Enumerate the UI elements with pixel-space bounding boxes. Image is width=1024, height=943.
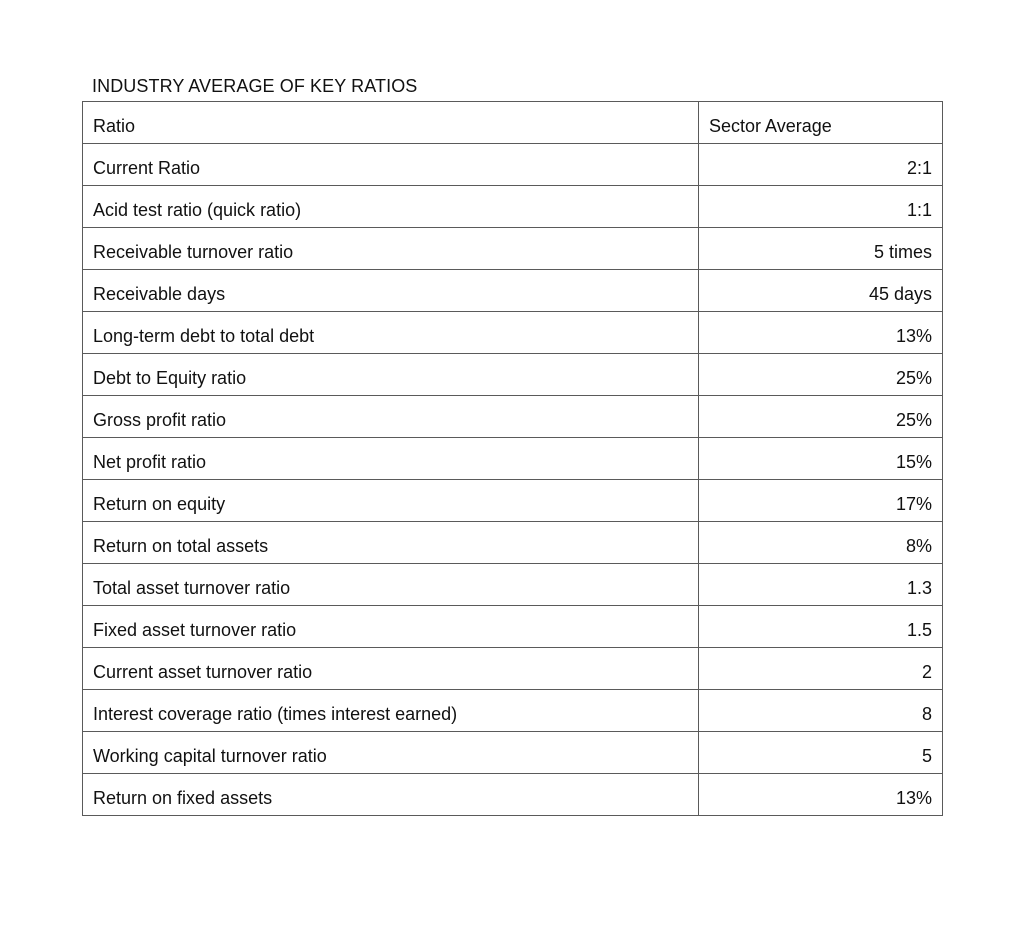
sector-average-value: 1:1: [699, 186, 943, 228]
ratio-name: Interest coverage ratio (times interest earned): [83, 690, 699, 732]
table-row: [83, 732, 943, 774]
ratio-name: Return on total assets: [83, 522, 699, 564]
sector-average-value: 15%: [699, 438, 943, 480]
sector-average-value: 8%: [699, 522, 943, 564]
sector-average-value: 5: [699, 732, 943, 774]
ratio-name: Current Ratio: [83, 144, 699, 186]
sector-average-value: 8: [699, 690, 943, 732]
table-row: [83, 312, 943, 354]
ratio-name: Net profit ratio: [83, 438, 699, 480]
table-row: [83, 270, 943, 312]
ratio-name: Return on fixed assets: [83, 774, 699, 816]
sector-average-value: 5 times: [699, 228, 943, 270]
sector-average-value: 45 days: [699, 270, 943, 312]
ratios-table: [82, 101, 943, 816]
sector-average-value: 2: [699, 648, 943, 690]
sector-average-value: 25%: [699, 354, 943, 396]
table-row: [83, 438, 943, 480]
table-row: [83, 354, 943, 396]
ratio-name: Working capital turnover ratio: [83, 732, 699, 774]
table-row: [83, 522, 943, 564]
sector-average-value: 2:1: [699, 144, 943, 186]
column-header-ratio: Ratio: [83, 102, 699, 144]
table-row: [83, 606, 943, 648]
table-row: [83, 228, 943, 270]
sector-average-value: 1.5: [699, 606, 943, 648]
ratio-name: Return on equity: [83, 480, 699, 522]
table-row: [83, 690, 943, 732]
ratio-name: Receivable turnover ratio: [83, 228, 699, 270]
ratio-name: Fixed asset turnover ratio: [83, 606, 699, 648]
table-row: [83, 144, 943, 186]
table-row: [83, 396, 943, 438]
ratio-name: Current asset turnover ratio: [83, 648, 699, 690]
table-row: [83, 774, 943, 816]
table-row: [83, 564, 943, 606]
table-header-row: [83, 102, 943, 144]
ratio-name: Receivable days: [83, 270, 699, 312]
column-header-sector-average: Sector Average: [699, 102, 943, 144]
sector-average-value: 25%: [699, 396, 943, 438]
document-title: INDUSTRY AVERAGE OF KEY RATIOS: [92, 76, 418, 96]
ratio-name: Acid test ratio (quick ratio): [83, 186, 699, 228]
ratio-name: Gross profit ratio: [83, 396, 699, 438]
sector-average-value: 17%: [699, 480, 943, 522]
ratio-name: Total asset turnover ratio: [83, 564, 699, 606]
sector-average-value: 1.3: [699, 564, 943, 606]
ratio-name: Debt to Equity ratio: [83, 354, 699, 396]
ratio-name: Long-term debt to total debt: [83, 312, 699, 354]
table-row: [83, 186, 943, 228]
sector-average-value: 13%: [699, 774, 943, 816]
sector-average-value: 13%: [699, 312, 943, 354]
table-row: [83, 480, 943, 522]
table-row: [83, 648, 943, 690]
